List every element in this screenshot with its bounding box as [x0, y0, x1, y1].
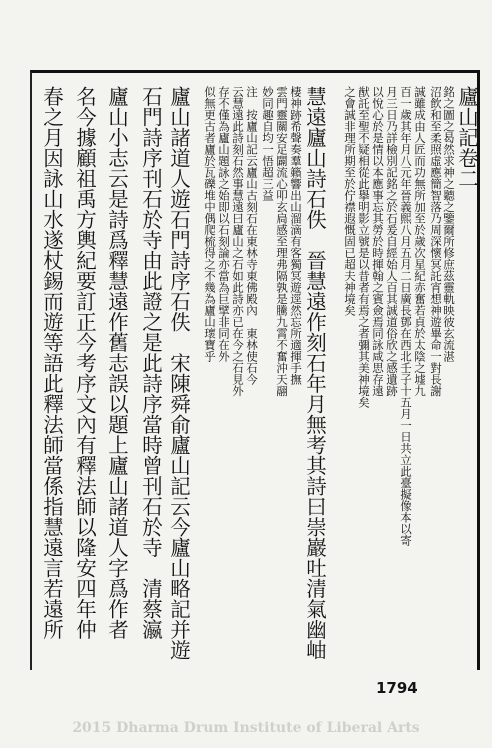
- text-column: 春之月因詠山水遂杖錫而遊等語此釋法師當係指慧遠言若遠所: [39, 86, 64, 640]
- text-column-small: 沼飲和至柔照虛應簡智落乃周深懷冥託宵想神遊畢命一對長謝: [429, 86, 443, 397]
- text-column-heading: 廬山諸道人遊石門詩序石佚 宋陳舜俞廬山記云今廬山略記并遊: [166, 86, 191, 660]
- text-column-small: 月三日乃詳檢別記銘之於石爰自經始人百其誠道俗欣之感遺跡: [385, 86, 399, 397]
- running-head: 廬山記卷二: [454, 86, 479, 189]
- page-number: 1794: [376, 679, 418, 697]
- text-column: 名今據顧祖禹方輿紀要訂正今考序文內有釋法師以隆安四年仲: [72, 86, 97, 640]
- text-column-small: 百一歲其年月八元年晉義熙八月五月二日廣長鄧在西北壬子十五月一日共立此臺擬像本以寄: [399, 86, 413, 546]
- text-column-small: 以悅心於是情以本應事忘其勞於時揮翰之賓僉焉同詠咸思存遠: [371, 86, 385, 397]
- watermark: 2015 Dharma Drum Institute of Liberal Arts: [72, 720, 420, 736]
- text-column-small: 云慧遠此詩刻石然事慧遠曰廬山之石如此詩亦已在今之石見外: [231, 86, 245, 397]
- text-column-small: 似無更古者廬於瓦礫堆中偶爬梳得之不幾為廬山瓌寶乎: [203, 86, 217, 362]
- text-column-small: 銘之圖之曷然求神之聽之鑒爾所修庶茲靈軌映彼玄流湛: [442, 86, 456, 362]
- text-column-small: 之會誠非理所期至於佇襟遐慨固已超夫神境矣: [343, 86, 357, 316]
- text-column-heading: 慧遠廬山詩石佚 晉慧遠作刻石年月無考其詩曰崇巖吐清氣幽岫: [302, 86, 327, 660]
- text-column: 廬山小志云是詩爲釋慧遠作舊志誤以題上廬山諸道人字爲作者: [104, 86, 129, 640]
- text-column-small: 妙同趣自均一悟超三益: [261, 86, 275, 201]
- text-column-small: 注 按廬山記云廬山古刻石在東林寺東佛殿內 東林使石今: [245, 86, 259, 385]
- text-column-small: 存不僅為廬山題詠之始即以石刻論亦當為巨擘非同在外: [217, 86, 231, 362]
- text-column-small: 雲門靈關安足闢流心叩玄扃感至理弗隔孰是騰九霄不奮沖天翮: [275, 86, 289, 397]
- text-column-small: 誠雖成由人匠而功無所加至於歲次星紀赤奮若貞於太陰之墟九: [413, 86, 427, 397]
- text-column-small: 猷託至聖不疑相從此擧明影立號是以昔者有焉之者彌其美神境矣: [357, 86, 371, 408]
- text-column: 石門詩序刊石於寺由此證之是此詩序當時曾刊石於寺 清蔡瀛: [138, 86, 163, 640]
- text-column-small: 棲神跡希聲奏羣籟響出山溜滴有客獨冥遊逕然忘所適揮手撫: [289, 86, 303, 385]
